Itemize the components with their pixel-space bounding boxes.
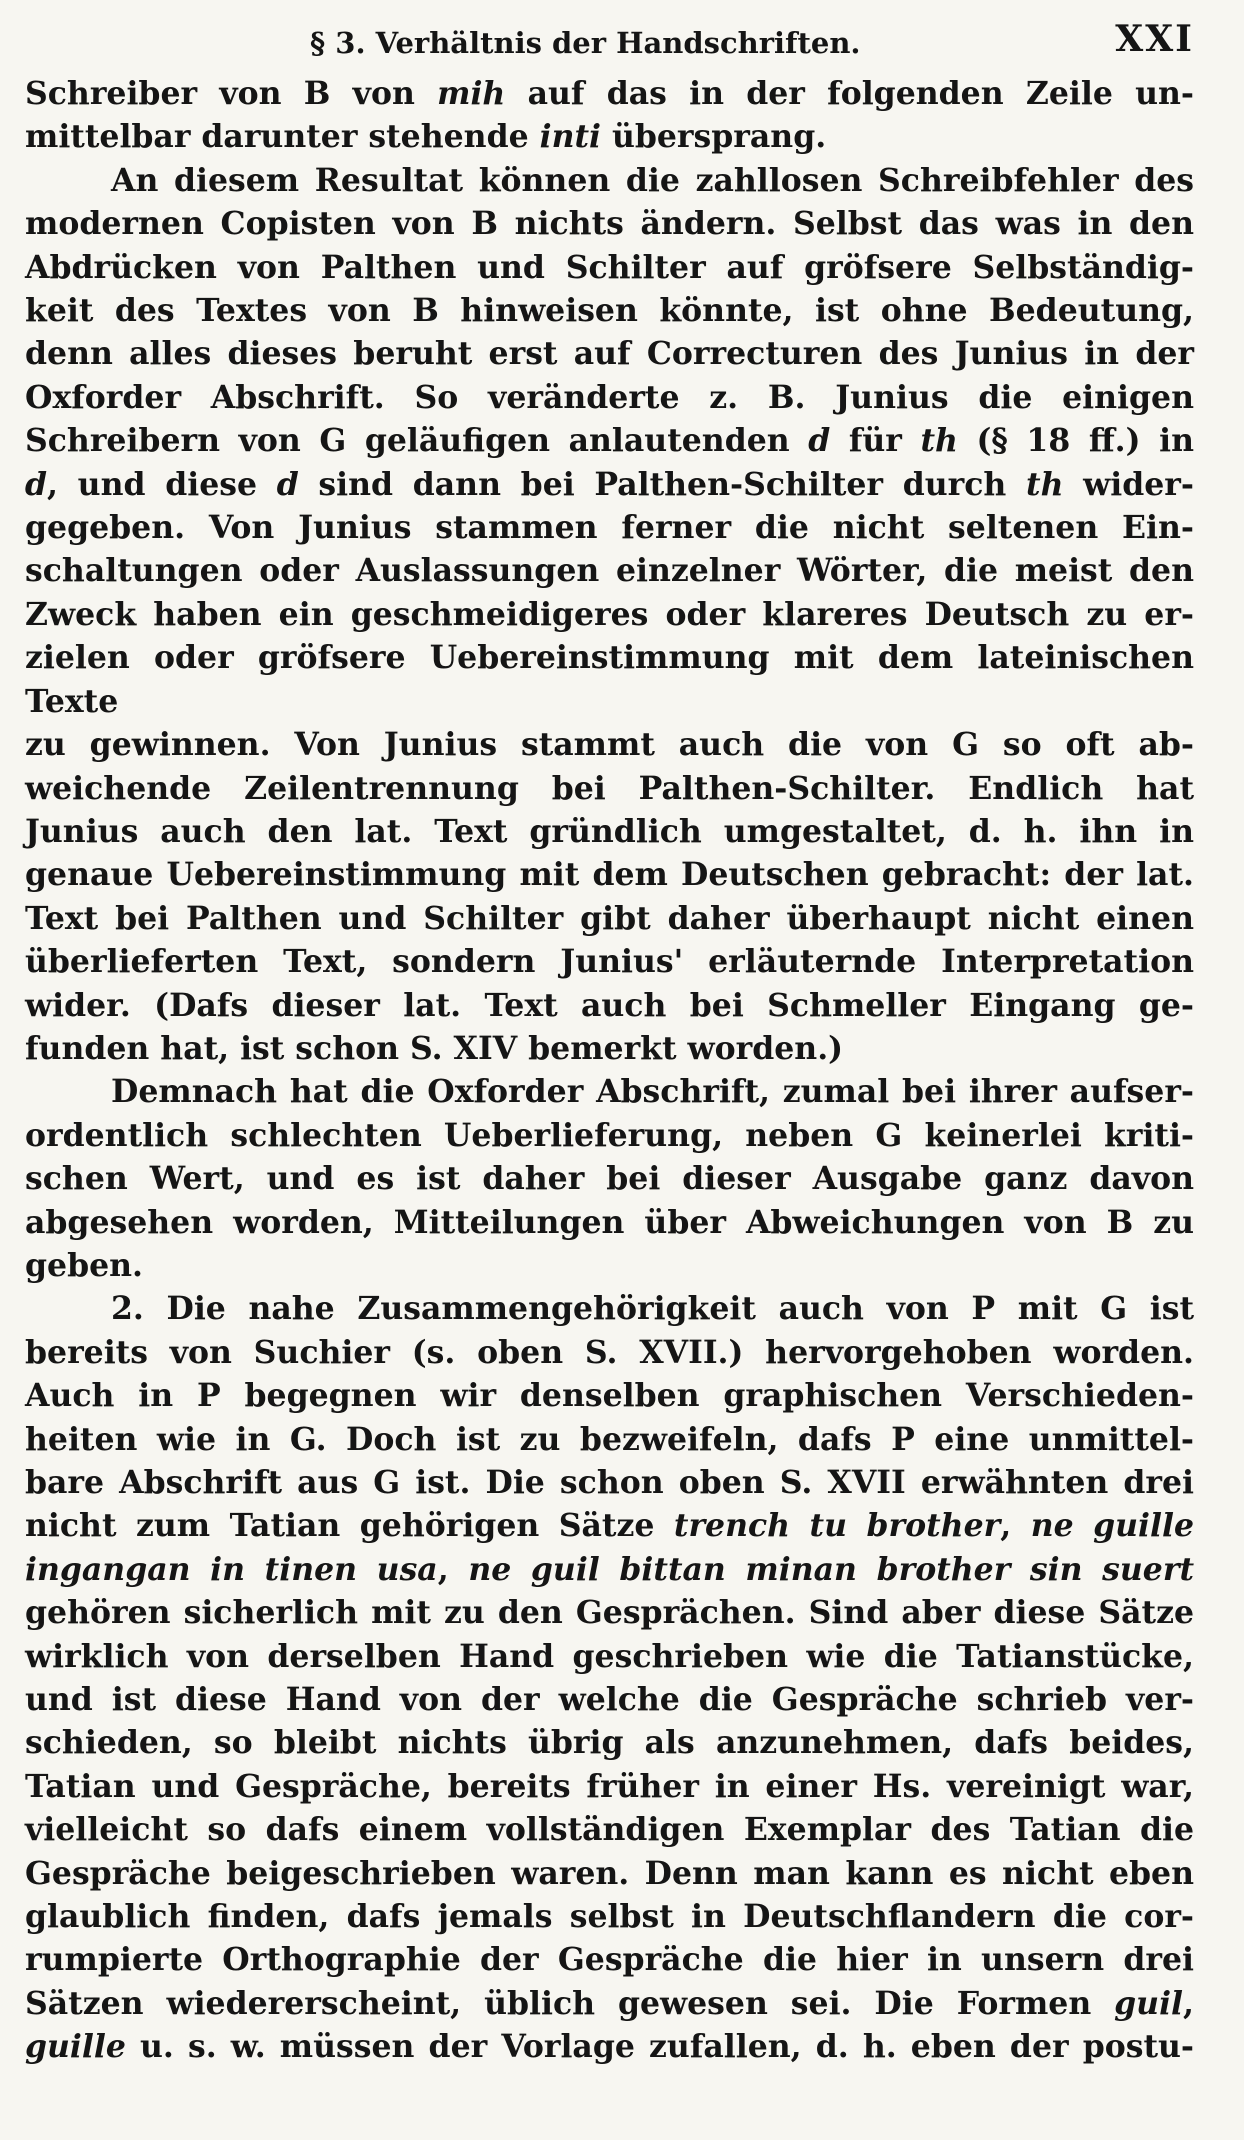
text-line: glaublich finden, dafs jemals selbst in Deutschflandern die cor- <box>25 1898 1194 1936</box>
text-line: weichende Zeilentrennung bei Palthen-Schilter. Endlich hat <box>25 769 1194 807</box>
text-line: Oxforder Abschrift. So veränderte z. B. Junius die einigen <box>25 378 1194 416</box>
text-line: vielleicht so dafs einem vollständigen Exemplar des Tatian die <box>25 1811 1194 1849</box>
text-line: abgesehen worden, Mitteilungen über Abweichungen von B zu <box>25 1203 1194 1241</box>
text-line: Schreibern von G geläufigen anlautenden d für th (§ 18 ff.) in <box>25 422 1194 460</box>
text-line: wider. (Dafs dieser lat. Text auch bei Schmeller Eingang ge- <box>25 986 1194 1024</box>
text-line: Demnach hat die Oxforder Abschrift, zumal bei ihrer aufser- <box>111 1073 1194 1111</box>
text-line: heiten wie in G. Doch ist zu bezweifeln, dafs P eine unmittel- <box>25 1420 1194 1458</box>
text-line: ordentlich schlechten Ueberlieferung, neben G keinerlei kriti- <box>25 1116 1194 1154</box>
text-line: Gespräche beigeschrieben waren. Denn man kann es nicht eben <box>25 1854 1194 1892</box>
text-line: d, und diese d sind dann bei Palthen-Schilter durch th wider- <box>25 465 1194 503</box>
page-header <box>25 12 1194 72</box>
text-line: überlieferten Text, sondern Junius' erläuternde Interpretation <box>25 943 1194 981</box>
text-line: Auch in P begegnen wir denselben graphischen Verschieden- <box>25 1377 1194 1415</box>
text-line: nicht zum Tatian gehörigen Sätze trench tu brother, ne guille <box>25 1507 1194 1545</box>
text-line: wirklich von derselben Hand geschrieben wie die Tatianstücke, <box>25 1637 1194 1675</box>
text-line: An diesem Resultat können die zahllosen Schreibfehler des <box>111 161 1194 199</box>
text-line: keit des Textes von B hinweisen könnte, ist ohne Bedeutung, <box>25 292 1194 330</box>
text-line: funden hat, ist schon S. XIV bemerkt worden.) <box>25 1029 844 1067</box>
text-line: bare Abschrift aus G ist. Die schon oben S. XVII erwähnten drei <box>25 1464 1194 1501</box>
text-line: schaltungen oder Auslassungen einzelner Wörter, die meist den <box>25 552 1194 590</box>
text-line: gegeben. Von Junius stammen ferner die nicht seltenen Ein- <box>25 509 1194 547</box>
text-line: und ist diese Hand von der welche die Gespräche schrieb ver- <box>25 1681 1194 1719</box>
text-line: zielen oder gröfsere Uebereinstimmung mit dem lateinischen Texte <box>25 639 1194 720</box>
text-line: geben. <box>25 1246 144 1284</box>
text-line: 2. Die nahe Zusammengehörigkeit auch von P mit G ist <box>111 1290 1194 1328</box>
text-line: Junius auch den lat. Text gründlich umgestaltet, d. h. ihn in <box>25 812 1194 850</box>
text-line: Text bei Palthen und Schilter gibt daher überhaupt nicht einen <box>25 899 1194 937</box>
running-title: § 3. Verhältnis der Handschriften. <box>310 26 861 60</box>
text-line: Schreiber von B von mih auf das in der folgenden Zeile un- <box>25 75 1194 112</box>
text-line: denn alles dieses beruht erst auf Correcturen des Junius in der <box>25 335 1194 373</box>
text-line: schieden, so bleibt nichts übrig als anzunehmen, dafs beides, <box>25 1724 1194 1762</box>
text-line: modernen Copisten von B nichts ändern. Selbst das was in den <box>25 205 1194 243</box>
page-number: XXI <box>1115 18 1194 60</box>
body-text <box>25 72 1194 2069</box>
text-line: ingangan in tinen usa, ne guil bittan minan brother sin suert <box>25 1550 1194 1588</box>
text-line: schen Wert, und es ist daher bei dieser Ausgabe ganz davon <box>25 1160 1194 1198</box>
text-line: mittelbar darunter stehende inti übersprang. <box>25 118 827 156</box>
text-line: Tatian und Gespräche, bereits früher in einer Hs. vereinigt war, <box>25 1767 1194 1805</box>
text-line: Zweck haben ein geschmeidigeres oder klareres Deutsch zu er- <box>25 595 1194 633</box>
text-line: Sätzen wiedererscheint, üblich gewesen sei. Die Formen guil, <box>25 1984 1194 2022</box>
text-line: zu gewinnen. Von Junius stammt auch die von G so oft ab- <box>25 726 1194 764</box>
text-line: Abdrücken von Palthen und Schilter auf gröfsere Selbständig- <box>25 248 1194 286</box>
text-line: genaue Uebereinstimmung mit dem Deutschen gebracht: der lat. <box>25 856 1194 894</box>
text-line: bereits von Suchier (s. oben S. XVII.) hervorgehoben worden. <box>25 1333 1194 1371</box>
text-line: gehören sicherlich mit zu den Gesprächen. Sind aber diese Sätze <box>25 1594 1194 1632</box>
text-line: guille u. s. w. müssen der Vorlage zufallen, d. h. eben der postu- <box>25 2028 1194 2066</box>
text-line: rumpierte Orthographie der Gespräche die hier in unsern drei <box>25 1941 1194 1979</box>
